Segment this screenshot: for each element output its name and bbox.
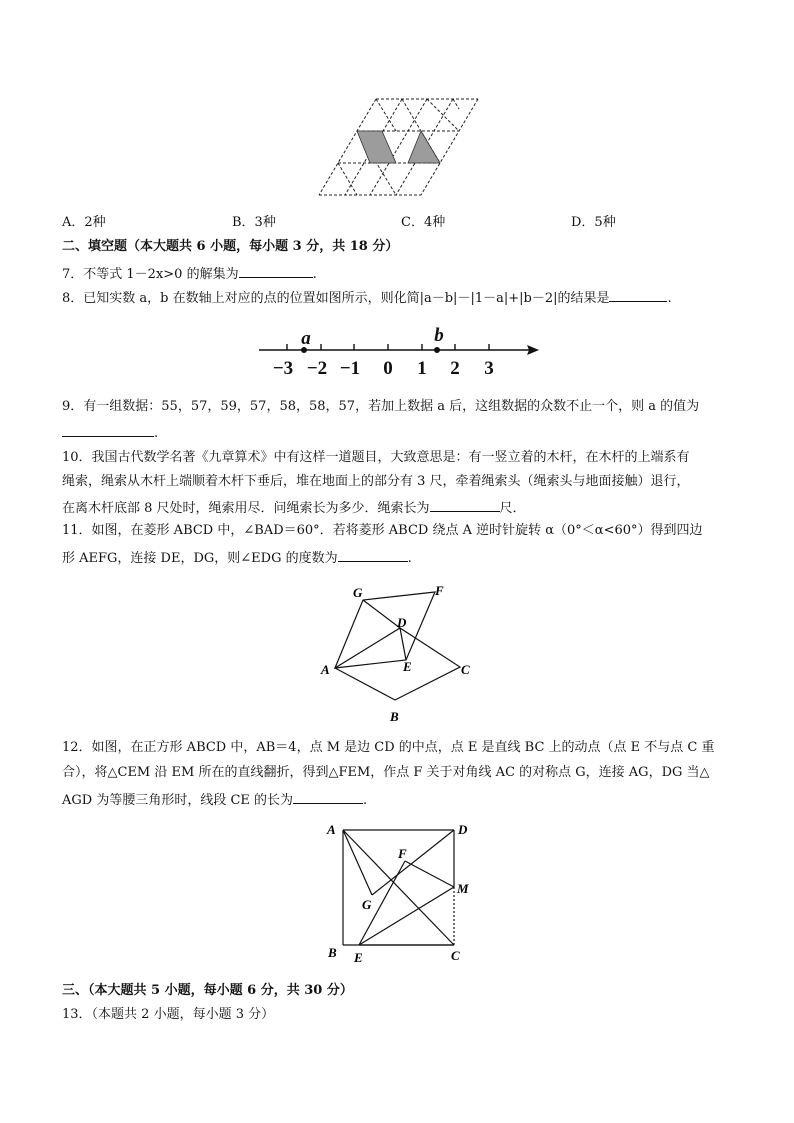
question-12-line3: [62, 789, 367, 810]
question-11-text: 形 AEFG，连接 DE，DG，则∠EDG 的度数为: [62, 551, 338, 566]
label-d: D: [458, 822, 468, 837]
question-10-unit: 尺．: [499, 501, 526, 516]
section-2-title: 二、填空题（本大题共 6 小题，每小题 3 分，共 18 分）: [62, 239, 399, 254]
label-e: E: [354, 950, 363, 965]
question-8-end: .: [667, 291, 672, 306]
segment-ag: [343, 830, 372, 895]
question-12-line2: 合），将△CEM 沿 EM 所在的直线翻折，得到△FEM，作点 F 关于对角线 AC 的对称点 G，连接 AG，DG 当△: [62, 765, 710, 780]
rhombus-aefg: [335, 592, 435, 668]
tick-label-3: 3: [484, 358, 494, 379]
question-8: [62, 287, 672, 308]
tick-label-2: 2: [450, 358, 460, 379]
label-a: A: [327, 822, 336, 837]
label-g: G: [362, 897, 372, 912]
tick-label-1: 1: [417, 358, 427, 379]
option-a: A．2种: [62, 215, 106, 230]
question-7-end: .: [312, 267, 317, 282]
segment-dg: [372, 830, 454, 895]
shaded-triangle-right: [408, 131, 440, 163]
question-9-end: .: [154, 426, 159, 441]
tick-label-neg3: −3: [272, 358, 294, 379]
label-d: D: [397, 615, 407, 630]
label-f: F: [435, 583, 444, 598]
square-fold-figure: [320, 815, 480, 967]
option-b: B．3种: [232, 215, 276, 230]
question-7-text: 7．不等式 1－2x>0 的解集为: [62, 267, 239, 282]
label-e: E: [403, 659, 412, 674]
answer-blank-7[interactable]: [239, 263, 313, 278]
label-c: C: [461, 662, 470, 677]
answer-blank-11[interactable]: [338, 547, 408, 562]
answer-blank-9[interactable]: [62, 422, 154, 437]
section-3-title: 三、（本大题共 5 小题，每小题 6 分，共 30 分）: [62, 983, 353, 998]
label-g: G: [353, 585, 363, 600]
shaded-parallelogram-left: [357, 131, 396, 163]
answer-blank-12[interactable]: [293, 789, 363, 804]
number-line-ticks: [287, 344, 489, 350]
tick-label-neg1: −1: [339, 358, 361, 379]
grid-lines: [319, 99, 478, 195]
tick-label-0: 0: [383, 358, 393, 379]
option-c: C．4种: [401, 215, 446, 230]
rhombus-abcd: [335, 628, 460, 700]
question-11-end: .: [407, 551, 412, 566]
label-b: B: [328, 945, 337, 960]
triangle-grid-figure: [300, 92, 490, 202]
question-12-text: AGD 为等腰三角形时，线段 CE 的长为: [62, 793, 294, 808]
rhombus-rotation-figure: [315, 580, 485, 728]
label-f: F: [398, 846, 407, 861]
question-10-line2: 绳索，绳索从木杆上端顺着木杆下垂后，堆在地面上的部分有 3 尺，牵着绳索头（绳索头与地面接触）退行，: [62, 474, 690, 489]
label-b: B: [390, 709, 399, 724]
point-b-dot: [434, 347, 440, 353]
label-m: M: [457, 881, 469, 896]
label-c: C: [451, 948, 460, 963]
question-9-line1: 9．有一组数据：55，57，59，57，58，58，57，若加上数据 a 后，这组数据的众数不止一个，则 a 的值为: [62, 399, 700, 414]
point-a-label: a: [301, 328, 311, 349]
segment-fm: [405, 861, 454, 887]
question-12-end: .: [363, 793, 368, 808]
label-a: A: [321, 662, 330, 677]
answer-blank-8[interactable]: [609, 287, 667, 302]
segment-dg: [363, 600, 400, 628]
tick-label-neg2: −2: [306, 358, 328, 379]
question-12-line1: 12．如图，在正方形 ABCD 中，AB＝4，点 M 是边 CD 的中点，点 E 是直线 BC 上的动点（点 E 不与点 C 重: [62, 740, 715, 755]
question-9-line2: [62, 422, 158, 443]
question-10-line3: [62, 497, 526, 518]
question-10-line1: 10．我国古代数学名著《九章算术》中有这样一道题目，大致意思是：有一竖立着的木杆，在木杆的上端系有: [62, 450, 690, 465]
point-b-label: b: [434, 325, 444, 346]
segment-de: [400, 628, 406, 660]
question-10-text: 在离木杆底部 8 尺处时，绳索用尽．问绳索长为多少．绳索长为: [62, 501, 430, 516]
question-11-line2: [62, 547, 412, 568]
question-11-line1: 11．如图，在菱形 ABCD 中，∠BAD＝60°．若将菱形 ABCD 绕点 A 逆时针旋转 α（0°＜α<60°）得到四边: [62, 523, 703, 538]
number-line-figure: [255, 322, 545, 382]
question-7: [62, 263, 317, 284]
answer-blank-10[interactable]: [430, 497, 500, 512]
question-13: 13．（本题共 2 小题，每小题 3 分）: [62, 1007, 275, 1022]
question-8-text: 8．已知实数 a，b 在数轴上对应的点的位置如图所示，则化简|a－b|－|1－a|+|b－2|的结果是: [62, 291, 610, 306]
option-d: D．5种: [571, 215, 616, 230]
